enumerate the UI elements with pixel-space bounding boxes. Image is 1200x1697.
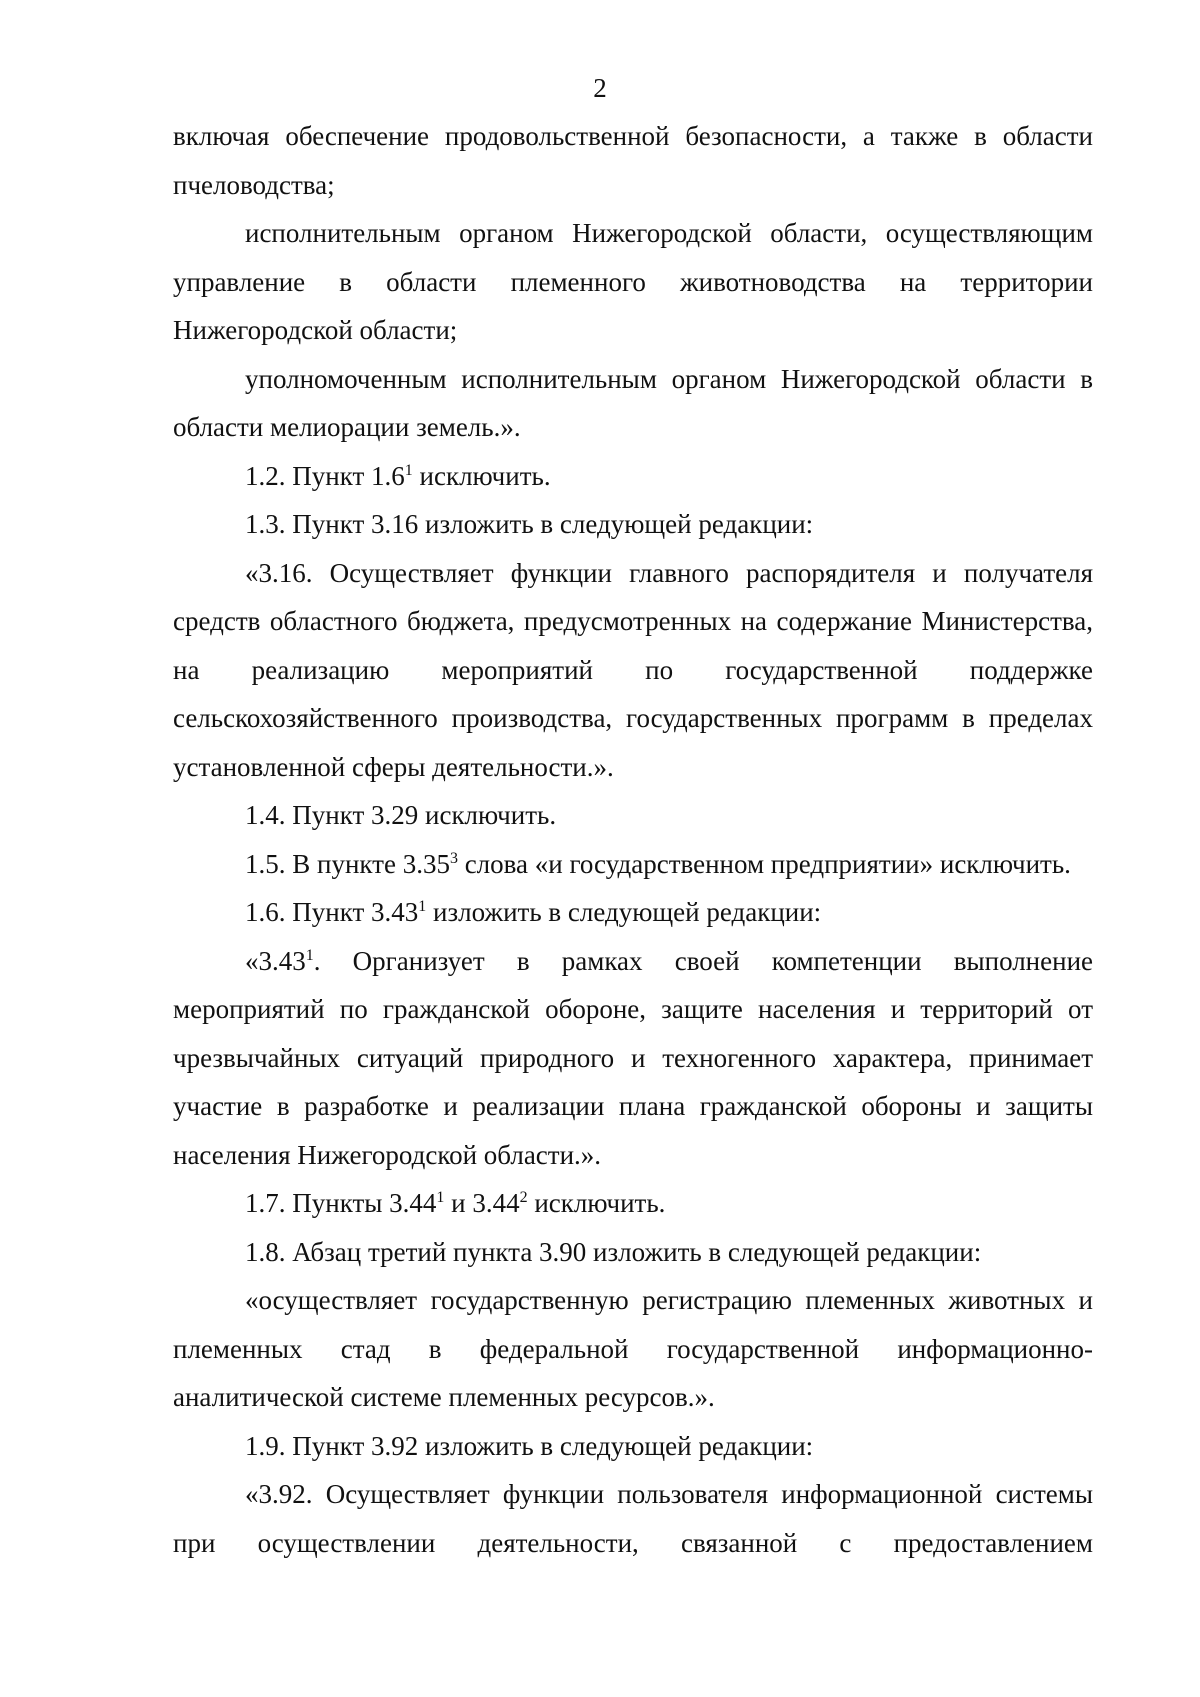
text-segment: 1.9. Пункт 3.92 изложить в следующей редакции: [245, 1430, 814, 1461]
text-segment: «3.92. Осуществляет функции пользователя информационной системы при осуществлении деятельности, связанной с предоставлением [173, 1479, 1093, 1558]
superscript: 1 [404, 461, 413, 479]
text-segment: включая обеспечение продовольственной безопасности, а также в области пчеловодства; [173, 121, 1093, 200]
text-segment: 1.6. Пункт 3.43 [245, 897, 419, 927]
paragraph [173, 112, 1093, 209]
paragraph [173, 840, 1093, 889]
paragraph [173, 1228, 1093, 1277]
text-segment: 1.2. Пункт 1.6 [245, 460, 405, 491]
paragraph [173, 355, 1093, 452]
paragraph [173, 937, 1093, 1180]
page-number: 2 [593, 73, 607, 103]
paragraph [173, 1470, 1093, 1567]
superscript: 1 [305, 946, 314, 964]
text-segment: 1.4. Пункт 3.29 исключить. [245, 800, 557, 830]
paragraph [173, 1422, 1093, 1471]
paragraph [173, 209, 1093, 355]
paragraph [173, 500, 1093, 549]
text-segment: «3.16. Осуществляет функции главного распорядителя и получателя средств областного бюджета, предусмотренных на содержание Министерства, на реализацию мероприятий по государственной поддержке сельскохозяйственного производства, государственных программ в пределах установленной сферы деятельности.». [173, 557, 1093, 782]
text-segment: 1.5. В пункте 3.35 [245, 848, 450, 879]
paragraph [173, 888, 1093, 937]
superscript: 1 [436, 1189, 445, 1206]
superscript: 2 [519, 1189, 528, 1206]
text-segment: 1.3. Пункт 3.16 изложить в следующей редакции: [245, 509, 814, 539]
superscript: 3 [449, 849, 458, 867]
paragraph [173, 549, 1093, 792]
text-segment: 1.7. Пункты 3.44 [245, 1188, 437, 1218]
text-segment: исполнительным органом Нижегородской области, осуществляющим управление в области племенного животноводства на территории Нижегородской области; [173, 218, 1093, 345]
paragraph [173, 452, 1093, 501]
text-segment: изложить в следующей редакции: [426, 897, 822, 927]
paragraph [173, 791, 1093, 840]
document-body [173, 112, 1093, 1567]
superscript: 1 [418, 898, 427, 915]
text-segment: «3.43 [245, 945, 306, 976]
text-segment: слова «и государственном предприятии» исключить. [457, 848, 1071, 879]
text-segment: уполномоченным исполнительным органом Нижегородской области в области мелиорации земель.». [173, 363, 1093, 442]
text-segment: . Организует в рамках своей компетенции выполнение мероприятий по гражданской обороне, защите населения и территорий от чрезвычайных ситуаций природного и техногенного характера, принимает участие в разработке и реализации плана гражданской обороны и защиты населения Нижегородской области.». [173, 945, 1093, 1170]
text-segment: исключить. [527, 1188, 666, 1218]
text-segment: исключить. [412, 460, 551, 491]
text-segment: и 3.44 [444, 1188, 520, 1218]
paragraph [173, 1179, 1093, 1228]
paragraph [173, 1276, 1093, 1422]
text-segment: 1.8. Абзац третий пункта 3.90 изложить в следующей редакции: [245, 1236, 982, 1267]
text-segment: «осуществляет государственную регистрацию племенных животных и племенных стад в федеральной государственной информационно-аналитической системе племенных ресурсов.». [173, 1285, 1093, 1412]
